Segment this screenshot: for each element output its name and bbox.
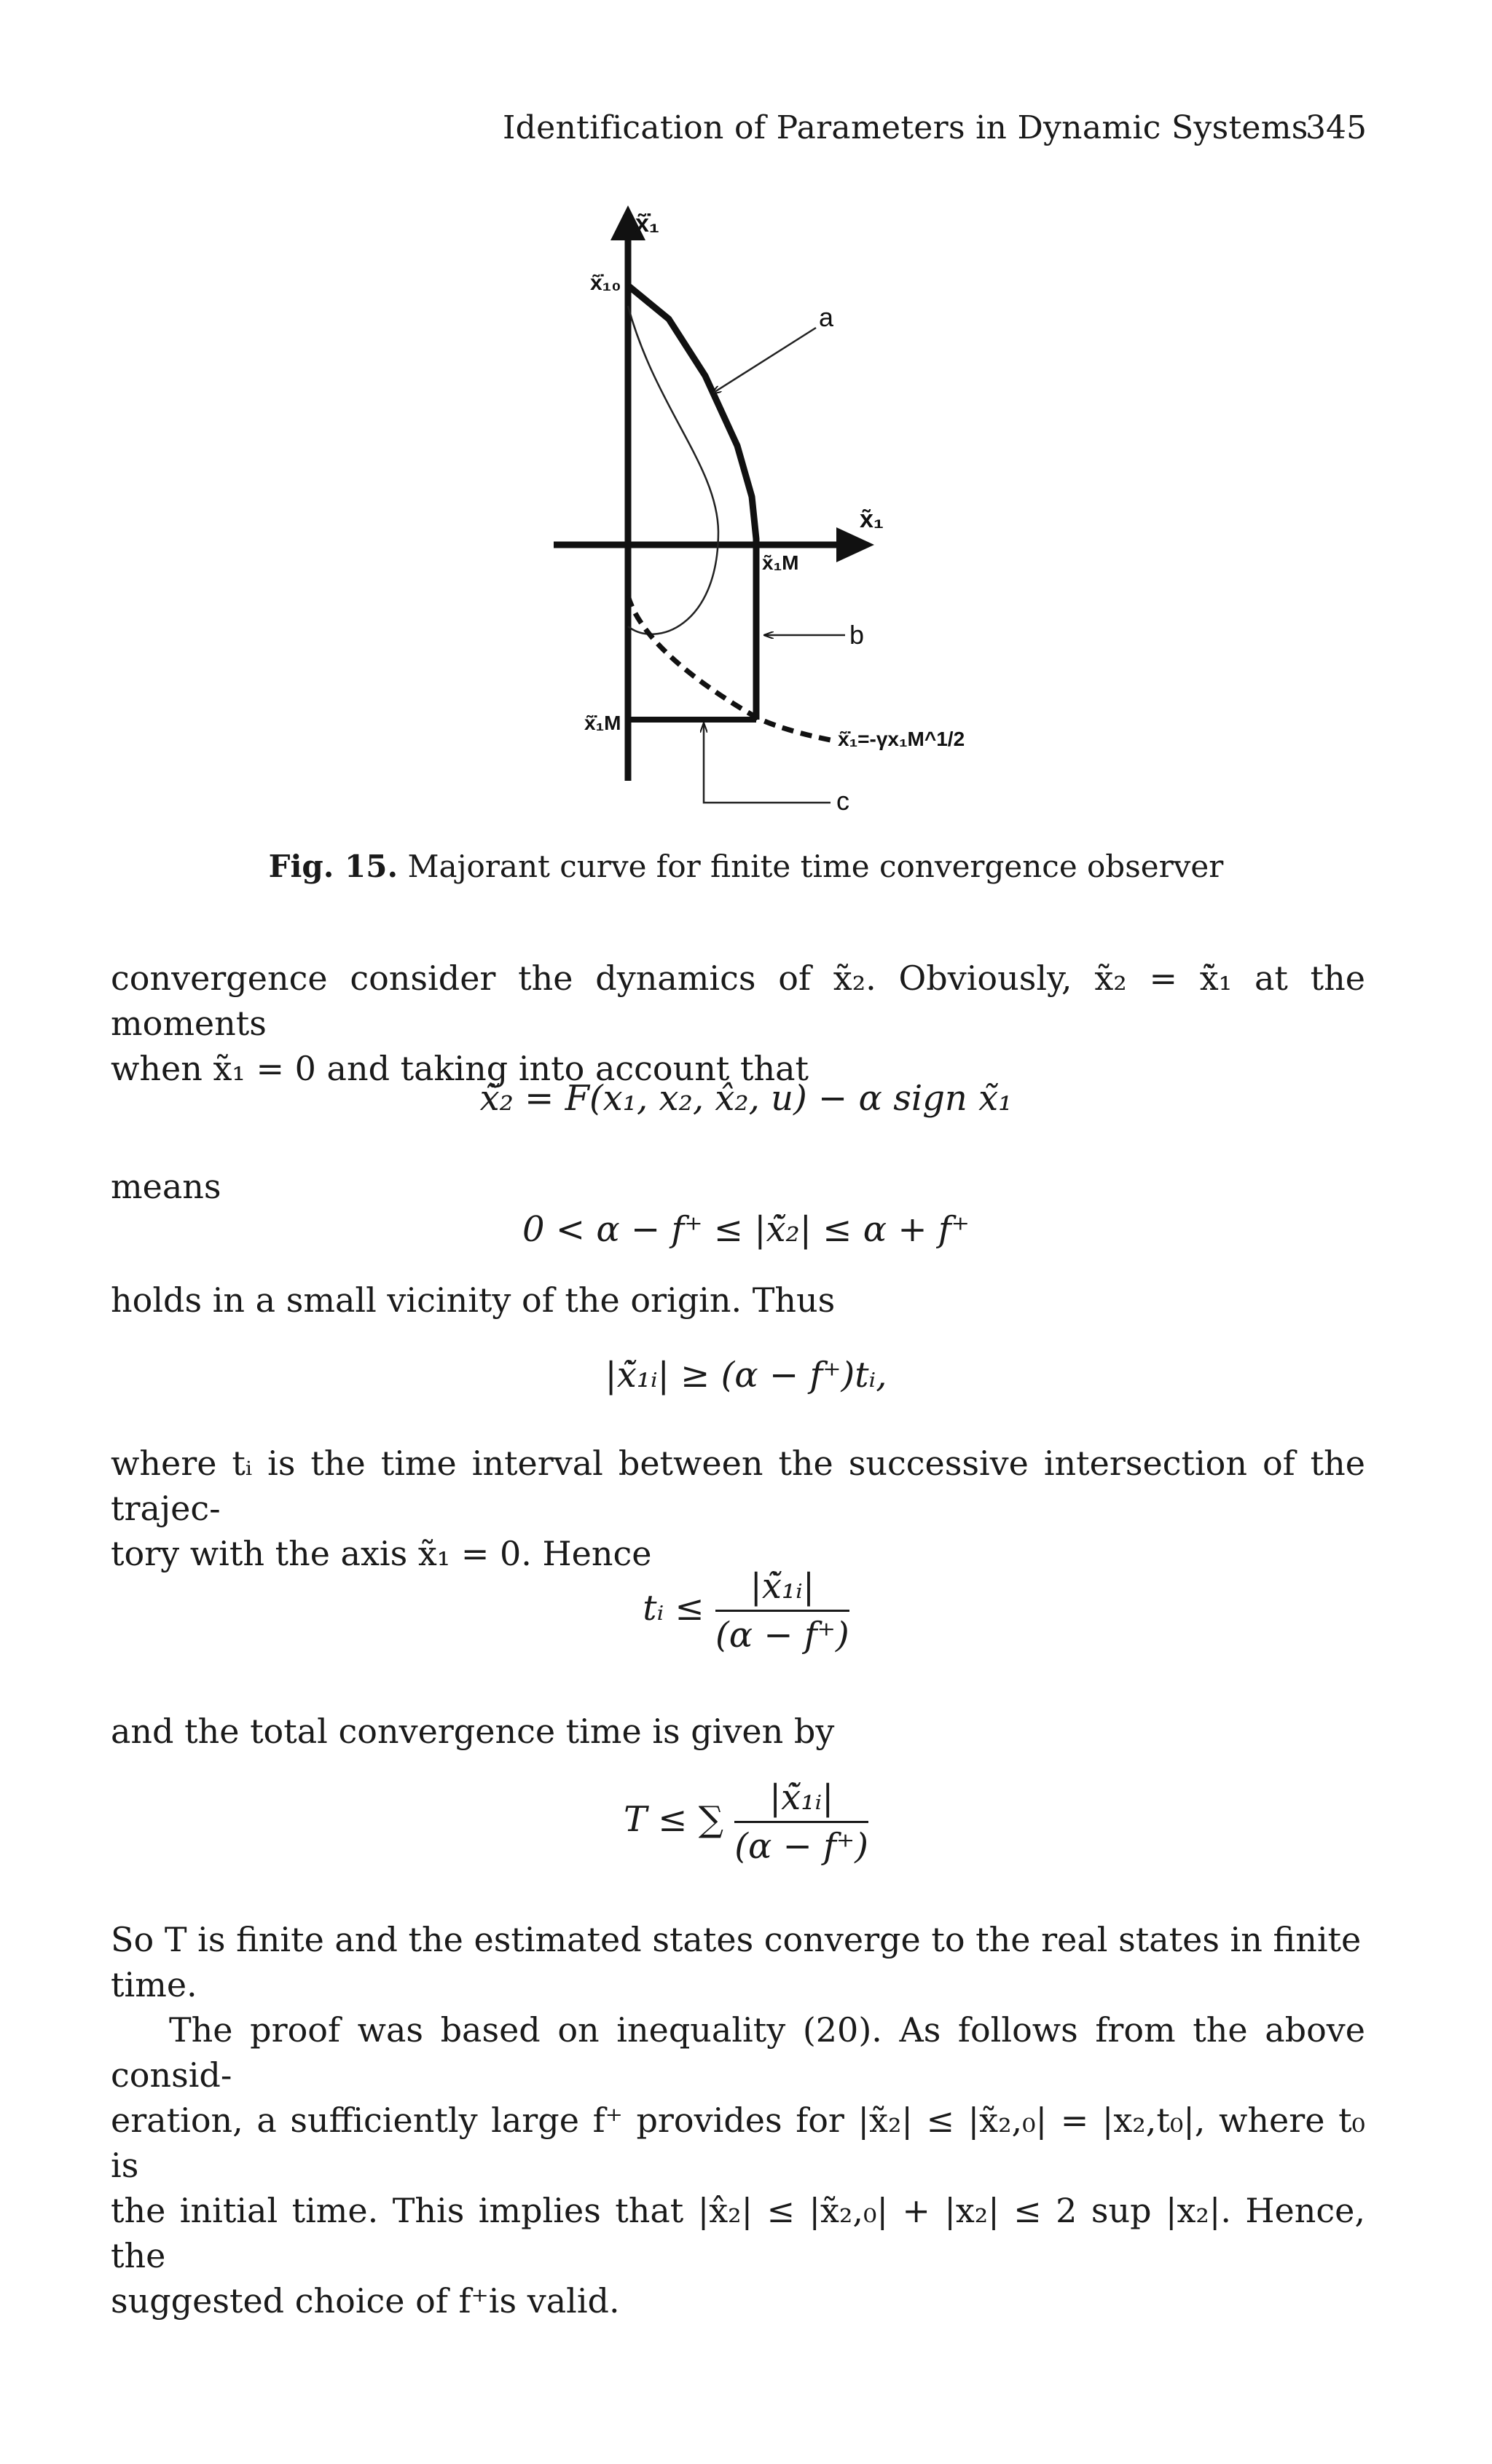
running-title: Identification of Parameters in Dynamic Systems — [503, 109, 1308, 146]
eq4-denominator: (α − f⁺) — [715, 1615, 849, 1656]
text-holds: holds in a small vicinity of the origin. Thus — [111, 1280, 836, 1320]
figure-caption — [0, 849, 1492, 884]
figure-15 — [0, 0, 1492, 830]
equation-4 — [0, 1566, 1492, 1656]
equation-1: x̃̇₂ = F(x₁, x₂, x̂₂, u) − α sign x̃₁ — [479, 1078, 1013, 1119]
text-line: eration, a sufficiently large f⁺ provides for |x̃₂| ≤ |x̃₂,₀| = |x₂,t₀|, where t₀ is — [111, 2101, 1365, 2185]
label-c: c — [836, 786, 849, 816]
label-y-top: x̃̇₁₀ — [590, 271, 621, 295]
eq5-lhs: T ≤ ∑ — [624, 1799, 724, 1840]
eq4-numerator: |x̃̇₁ᵢ| — [715, 1566, 849, 1612]
label-dashed-curve: x̃̇₁=-γx₁M^1/2 — [838, 728, 965, 750]
leader-a — [712, 328, 816, 393]
equation-5 — [0, 1777, 1492, 1867]
eq4-lhs: tᵢ ≤ — [643, 1588, 704, 1629]
equation-3: |x̃̇₁ᵢ| ≥ (α − f⁺)tᵢ, — [605, 1355, 887, 1396]
caption-label: Fig. 15. — [268, 849, 398, 884]
text-total: and the total convergence time is given by — [111, 1712, 835, 1751]
text-line: So T is finite and the estimated states converge to the real states in finite — [111, 1920, 1362, 1959]
label-a: a — [819, 302, 834, 332]
paragraph-so — [111, 1917, 1365, 2007]
eq5-numerator: |x̃̇₁ᵢ| — [734, 1777, 868, 1823]
text-line: when x̃₁ = 0 and taking into account that — [111, 1049, 809, 1088]
equation-2: 0 < α − f⁺ ≤ |x̃̇₂| ≤ α + f⁺ — [522, 1209, 970, 1250]
text-line: The proof was based on inequality (20). As follows from the above consid- — [111, 2010, 1365, 2095]
text-means: means — [111, 1167, 221, 1206]
text-line: convergence consider the dynamics of x̃₂. Obviously, x̃₂ = x̃̇₁ at the moments — [111, 959, 1365, 1043]
eq5-denominator: (α − f⁺) — [734, 1826, 868, 1867]
label-y-axis: x̃̇₁ — [635, 210, 659, 237]
page-number: 345 — [1306, 109, 1367, 146]
text-line: the initial time. This implies that |x̂₂| ≤ |x̃₂,₀| + |x₂| ≤ 2 sup |x₂|. Hence, the — [111, 2191, 1365, 2275]
text-line: time. — [111, 1965, 197, 2004]
label-b: b — [849, 620, 865, 650]
label-x-axis: x̃₁ — [860, 505, 884, 533]
eq5-fraction — [734, 1777, 868, 1867]
eq4-fraction — [715, 1566, 849, 1656]
paragraph-where — [111, 1441, 1365, 1576]
caption-text: Majorant curve for finite time convergence observer — [407, 849, 1224, 884]
text-line: suggested choice of f⁺is valid. — [111, 2281, 620, 2321]
text-line: where tᵢ is the time interval between the successive intersection of the trajec- — [111, 1444, 1365, 1528]
text-line: tory with the axis x̃₁ = 0. Hence — [111, 1534, 652, 1573]
paragraph-proof — [111, 2007, 1365, 2323]
trajectory-curve — [628, 306, 718, 634]
paragraph-1 — [111, 956, 1365, 1091]
label-y-min: x̃̇₁M — [584, 712, 621, 734]
label-x-max: x̃₁M — [762, 551, 799, 574]
majorant-curve-a — [628, 286, 756, 720]
